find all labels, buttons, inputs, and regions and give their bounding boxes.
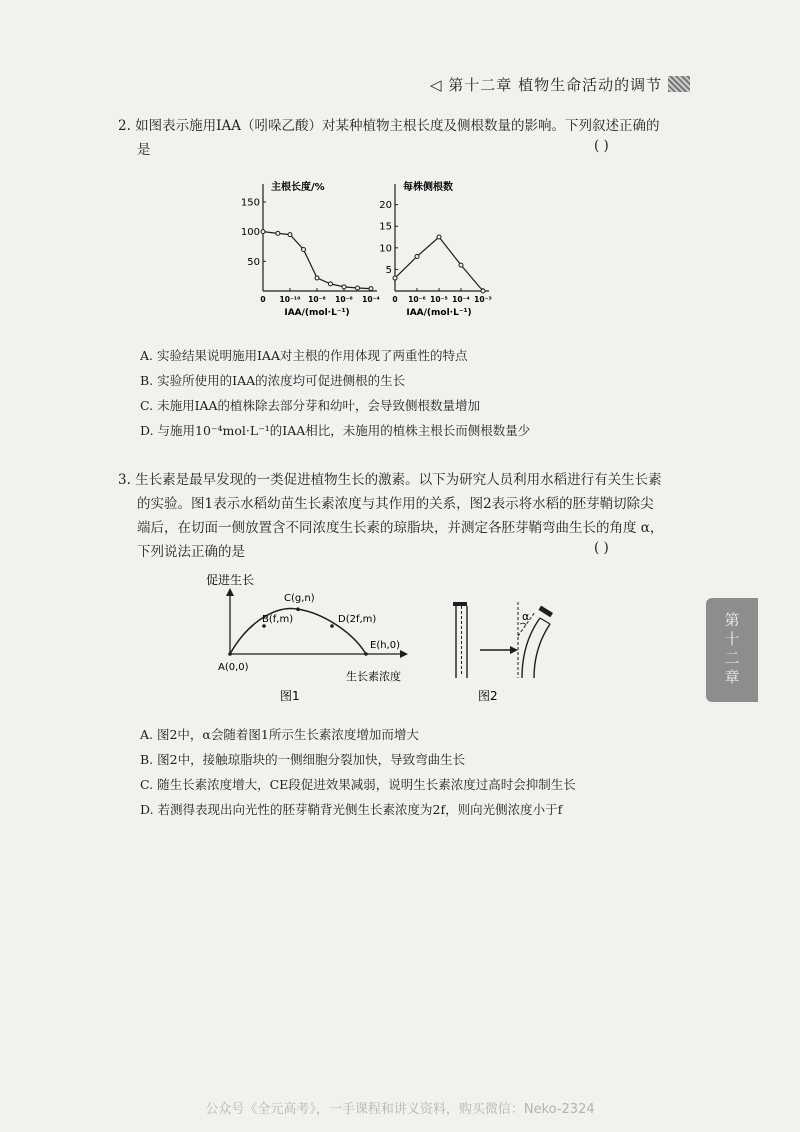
root-chart-x-tick-label-0: 0 — [260, 295, 266, 304]
fig1-point-label-4: E(h,0) — [370, 640, 400, 651]
root-chart-x-tick-label-3: 10⁻⁶ — [335, 295, 353, 304]
figure1-growth-curve — [198, 574, 416, 704]
q3-line4: 下列说法正确的是 — [137, 544, 245, 560]
footer-watermark: 公众号《全元高考》，一手课程和讲义资料，购买微信：Neko-2324 — [205, 1102, 595, 1117]
q3-option-d: D. 若测得表现出向光性的胚芽鞘背光侧生长素浓度为2f，则向光侧浓度小于f — [140, 802, 563, 817]
lateral-chart-y-axis-label: 每株侧根数 — [403, 182, 453, 193]
main-root-length-chart — [236, 178, 386, 323]
fig1-caption: 图1 — [280, 689, 300, 703]
root-chart-point-4 — [315, 276, 319, 280]
lateral-chart-y-tick-label-0: 5 — [385, 264, 392, 276]
fig1-point-label-1: B(f,m) — [262, 614, 294, 625]
cut-surface — [540, 618, 550, 624]
fig1-point-3 — [330, 624, 334, 628]
lateral-chart-x-tick-label-2: 10⁻⁵ — [430, 295, 448, 304]
chapter-title: ◁ 第十二章 植物生命活动的调节 — [430, 76, 663, 94]
root-chart-point-6 — [342, 285, 346, 289]
figure2-coleoptile — [440, 588, 610, 706]
fig1-point-2 — [296, 607, 300, 611]
q2-line2: 是 — [137, 142, 151, 158]
q2-option-c: C. 未施用IAA的植株除去部分芽和幼叶，会导致侧根数量增加 — [140, 398, 481, 413]
lateral-chart-x-tick-label-1: 10⁻⁶ — [408, 295, 426, 304]
lateral-chart-y-tick-label-1: 10 — [379, 243, 392, 255]
bent-coleoptile-outer — [534, 624, 550, 678]
lateral-chart-x-axis-label: IAA/(mol·L⁻¹) — [406, 308, 472, 318]
root-chart-point-2 — [288, 233, 292, 237]
q3-option-b: B. 图2中，接触琼脂块的一侧细胞分裂加快，导致弯曲生长 — [140, 752, 466, 767]
root-chart-y-tick-label-0: 50 — [247, 256, 260, 268]
fig1-point-label-0: A(0,0) — [218, 662, 249, 673]
q2-line1: 2. 如图表示施用IAA（吲哚乙酸）对某种植物主根长度及侧根数量的影响。下列叙述正确的 — [118, 118, 660, 134]
chapter-side-tab: 第十二章 — [706, 598, 758, 702]
root-chart-point-3 — [302, 247, 306, 251]
root-chart-y-tick-label-1: 100 — [240, 227, 260, 239]
q3-line3: 端后，在切面一侧放置含不同浓度生长素的琼脂块，并测定各胚芽鞘弯曲生长的角度 α， — [137, 520, 664, 536]
agar-block-right — [538, 606, 553, 618]
root-chart-x-axis-label: IAA/(mol·L⁻¹) — [284, 308, 350, 318]
fig1-x-axis-label: 生长素浓度 — [346, 670, 401, 683]
lateral-chart-x-tick-label-0: 0 — [392, 295, 398, 304]
lateral-chart-x-tick-label-4: 10⁻³ — [474, 295, 492, 304]
root-chart-y-axis-label: 主根长度/% — [271, 182, 325, 193]
lateral-chart-point-0 — [393, 276, 397, 280]
root-chart-y-tick-label-2: 150 — [240, 197, 260, 209]
fig1-point-label-2: C(g,n) — [284, 593, 315, 605]
lateral-chart-series-line — [395, 237, 483, 291]
q3-line1: 3. 生长素是最早发现的一类促进植物生长的激素。以下为研究人员利用水稻进行有关生长素 — [118, 472, 662, 488]
q3-answer-paren: ( ) — [594, 540, 609, 556]
root-chart-point-0 — [261, 230, 265, 234]
fig1-point-4 — [364, 652, 368, 656]
fig1-point-label-3: D(2f,m) — [338, 614, 377, 625]
q3-line2: 的实验。图1表示水稻幼苗生长素浓度与其作用的关系，图2表示将水稻的胚芽鞘切除尖 — [137, 496, 654, 512]
q2-option-d: D. 与施用10⁻⁴mol·L⁻¹的IAA相比，未施用的植株主根长而侧根数量少 — [140, 423, 531, 438]
root-chart-x-tick-label-1: 10⁻¹⁰ — [279, 295, 301, 304]
chapter-header — [430, 74, 690, 95]
lateral-chart-point-1 — [415, 254, 419, 258]
lateral-chart-x-tick-label-3: 10⁻⁴ — [452, 295, 470, 304]
fig1-y-arrow — [226, 588, 234, 596]
q3-option-a: A. 图2中，α会随着图1所示生长素浓度增加而增大 — [140, 727, 419, 742]
lateral-chart-point-4 — [481, 289, 485, 293]
root-chart-point-5 — [329, 282, 333, 286]
angle-alpha-label: α — [522, 610, 530, 623]
fig1-point-0 — [228, 652, 232, 656]
lateral-chart-point-3 — [459, 263, 463, 267]
q2-option-a: A. 实验结果说明施用IAA对主根的作用体现了两重性的特点 — [140, 348, 468, 363]
fig1-y-axis-label: 促进生长 — [206, 574, 255, 587]
q2-answer-paren: ( ) — [594, 138, 609, 154]
root-chart-point-7 — [356, 286, 360, 290]
root-chart-point-1 — [276, 231, 280, 235]
arrow-head — [510, 646, 518, 654]
lateral-root-count-chart — [368, 178, 518, 323]
figure2-caption: 图2 — [478, 689, 498, 703]
agar-block-left — [453, 602, 467, 606]
lateral-chart-y-tick-label-3: 20 — [379, 200, 392, 212]
lateral-chart-y-tick-label-2: 15 — [379, 221, 392, 233]
angle-arc — [520, 623, 526, 625]
fig1-x-arrow — [400, 650, 408, 658]
lateral-chart-point-2 — [437, 235, 441, 239]
book-icon — [668, 76, 690, 92]
q2-option-b: B. 实验所使用的IAA的浓度均可促进侧根的生长 — [140, 373, 406, 388]
root-chart-x-tick-label-4: 10⁻⁴ — [362, 295, 380, 304]
root-chart-x-tick-label-2: 10⁻⁸ — [308, 295, 326, 304]
q3-option-c: C. 随生长素浓度增大，CE段促进效果减弱，说明生长素浓度过高时会抑制生长 — [140, 777, 576, 792]
